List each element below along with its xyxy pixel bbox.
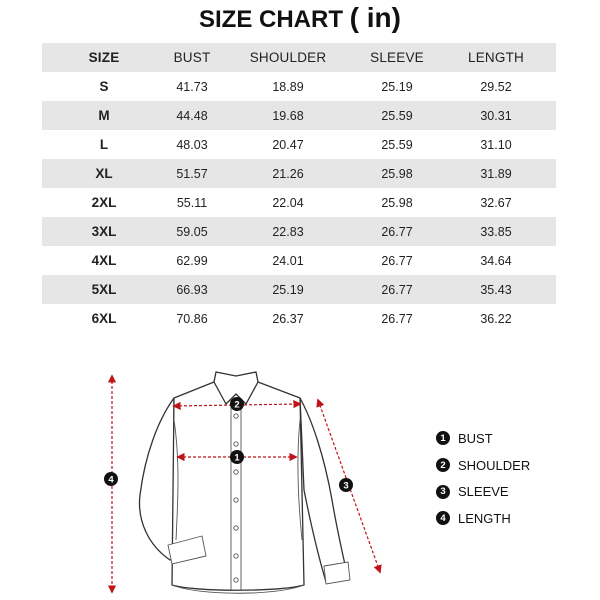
bust-cell: 48.03	[176, 137, 208, 152]
sleeve-cell: 25.98	[381, 166, 413, 181]
sleeve-cell: 26.77	[381, 224, 413, 239]
sleeve-cell: 25.59	[381, 108, 413, 123]
length-cell: 31.89	[480, 166, 512, 181]
sleeve-cell: 25.59	[381, 137, 413, 152]
table-row	[42, 246, 556, 275]
marker-bust-number: 1	[234, 452, 240, 464]
shoulder-cell: 21.26	[272, 166, 304, 181]
legend-item-sleeve	[436, 478, 586, 505]
shoulder-cell: 22.04	[272, 195, 304, 210]
header-size: SIZE	[88, 50, 120, 65]
header-length: LENGTH	[468, 50, 524, 65]
legend-label: LENGTH	[458, 510, 511, 526]
shoulder-cell: 19.68	[272, 108, 304, 123]
number-badge-icon: 4	[436, 511, 450, 525]
bust-cell: 59.05	[176, 224, 208, 239]
header-shoulder: SHOULDER	[249, 50, 327, 65]
legend-label: BUST	[458, 430, 493, 446]
bust-cell: 51.57	[176, 166, 208, 181]
shoulder-cell: 25.19	[272, 282, 304, 297]
table-row	[42, 275, 556, 304]
size-cell: XL	[95, 166, 113, 181]
size-cell: 6XL	[91, 311, 117, 326]
marker-sleeve	[339, 478, 353, 492]
marker-shoulder-number: 2	[234, 399, 240, 411]
sleeve-cell: 25.98	[381, 195, 413, 210]
size-cell: 4XL	[91, 253, 117, 268]
table-row	[42, 130, 556, 159]
table-header-row	[42, 43, 556, 72]
legend-label: SHOULDER	[458, 457, 531, 473]
table-row	[42, 72, 556, 101]
header-bust: BUST	[173, 50, 211, 65]
size-cell: 5XL	[91, 282, 117, 297]
number-badge-icon: 2	[436, 458, 450, 472]
legend-item-length	[436, 505, 586, 532]
number-badge-icon: 3	[436, 485, 450, 499]
shoulder-cell: 22.83	[272, 224, 304, 239]
measurement-legend	[436, 425, 586, 532]
marker-length-number: 4	[108, 474, 114, 486]
bust-cell: 70.86	[176, 311, 208, 326]
marker-sleeve-number: 3	[343, 480, 349, 492]
shoulder-cell: 18.89	[272, 79, 304, 94]
table-row	[42, 188, 556, 217]
size-cell: 2XL	[91, 195, 117, 210]
legend-item-bust	[436, 425, 586, 452]
length-cell: 36.22	[480, 311, 512, 326]
size-cell: L	[99, 137, 109, 152]
sleeve-cell: 26.77	[381, 282, 413, 297]
title-text: SIZE CHART	[199, 6, 343, 33]
length-cell: 31.10	[480, 137, 512, 152]
number-badge-icon: 1	[436, 431, 450, 445]
bust-cell: 44.48	[176, 108, 208, 123]
table-row	[42, 159, 556, 188]
size-cell: 3XL	[91, 224, 117, 239]
table-row	[42, 304, 556, 333]
size-cell: S	[99, 79, 109, 94]
table-row	[42, 101, 556, 130]
length-cell: 35.43	[480, 282, 512, 297]
legend-item-shoulder	[436, 452, 586, 479]
size-table	[42, 43, 556, 333]
bust-cell: 41.73	[176, 79, 208, 94]
length-cell: 34.64	[480, 253, 512, 268]
page-title	[0, 0, 600, 36]
size-cell: M	[98, 108, 110, 123]
shoulder-cell: 20.47	[272, 137, 304, 152]
length-cell: 29.52	[480, 79, 512, 94]
title-unit: ( in)	[349, 2, 401, 33]
length-cell: 33.85	[480, 224, 512, 239]
sleeve-cell: 25.19	[381, 79, 413, 94]
length-cell: 30.31	[480, 108, 512, 123]
sleeve-cell: 26.77	[381, 311, 413, 326]
length-cell: 32.67	[480, 195, 512, 210]
header-sleeve: SLEEVE	[370, 50, 424, 65]
bust-cell: 66.93	[176, 282, 208, 297]
marker-bust	[230, 450, 244, 464]
sleeve-cell: 26.77	[381, 253, 413, 268]
bust-cell: 55.11	[176, 195, 208, 210]
table-row	[42, 217, 556, 246]
marker-length	[104, 472, 118, 486]
legend-label: SLEEVE	[458, 484, 509, 500]
shoulder-cell: 26.37	[272, 311, 304, 326]
marker-shoulder	[230, 397, 244, 411]
shoulder-cell: 24.01	[272, 253, 304, 268]
bust-cell: 62.99	[176, 253, 208, 268]
